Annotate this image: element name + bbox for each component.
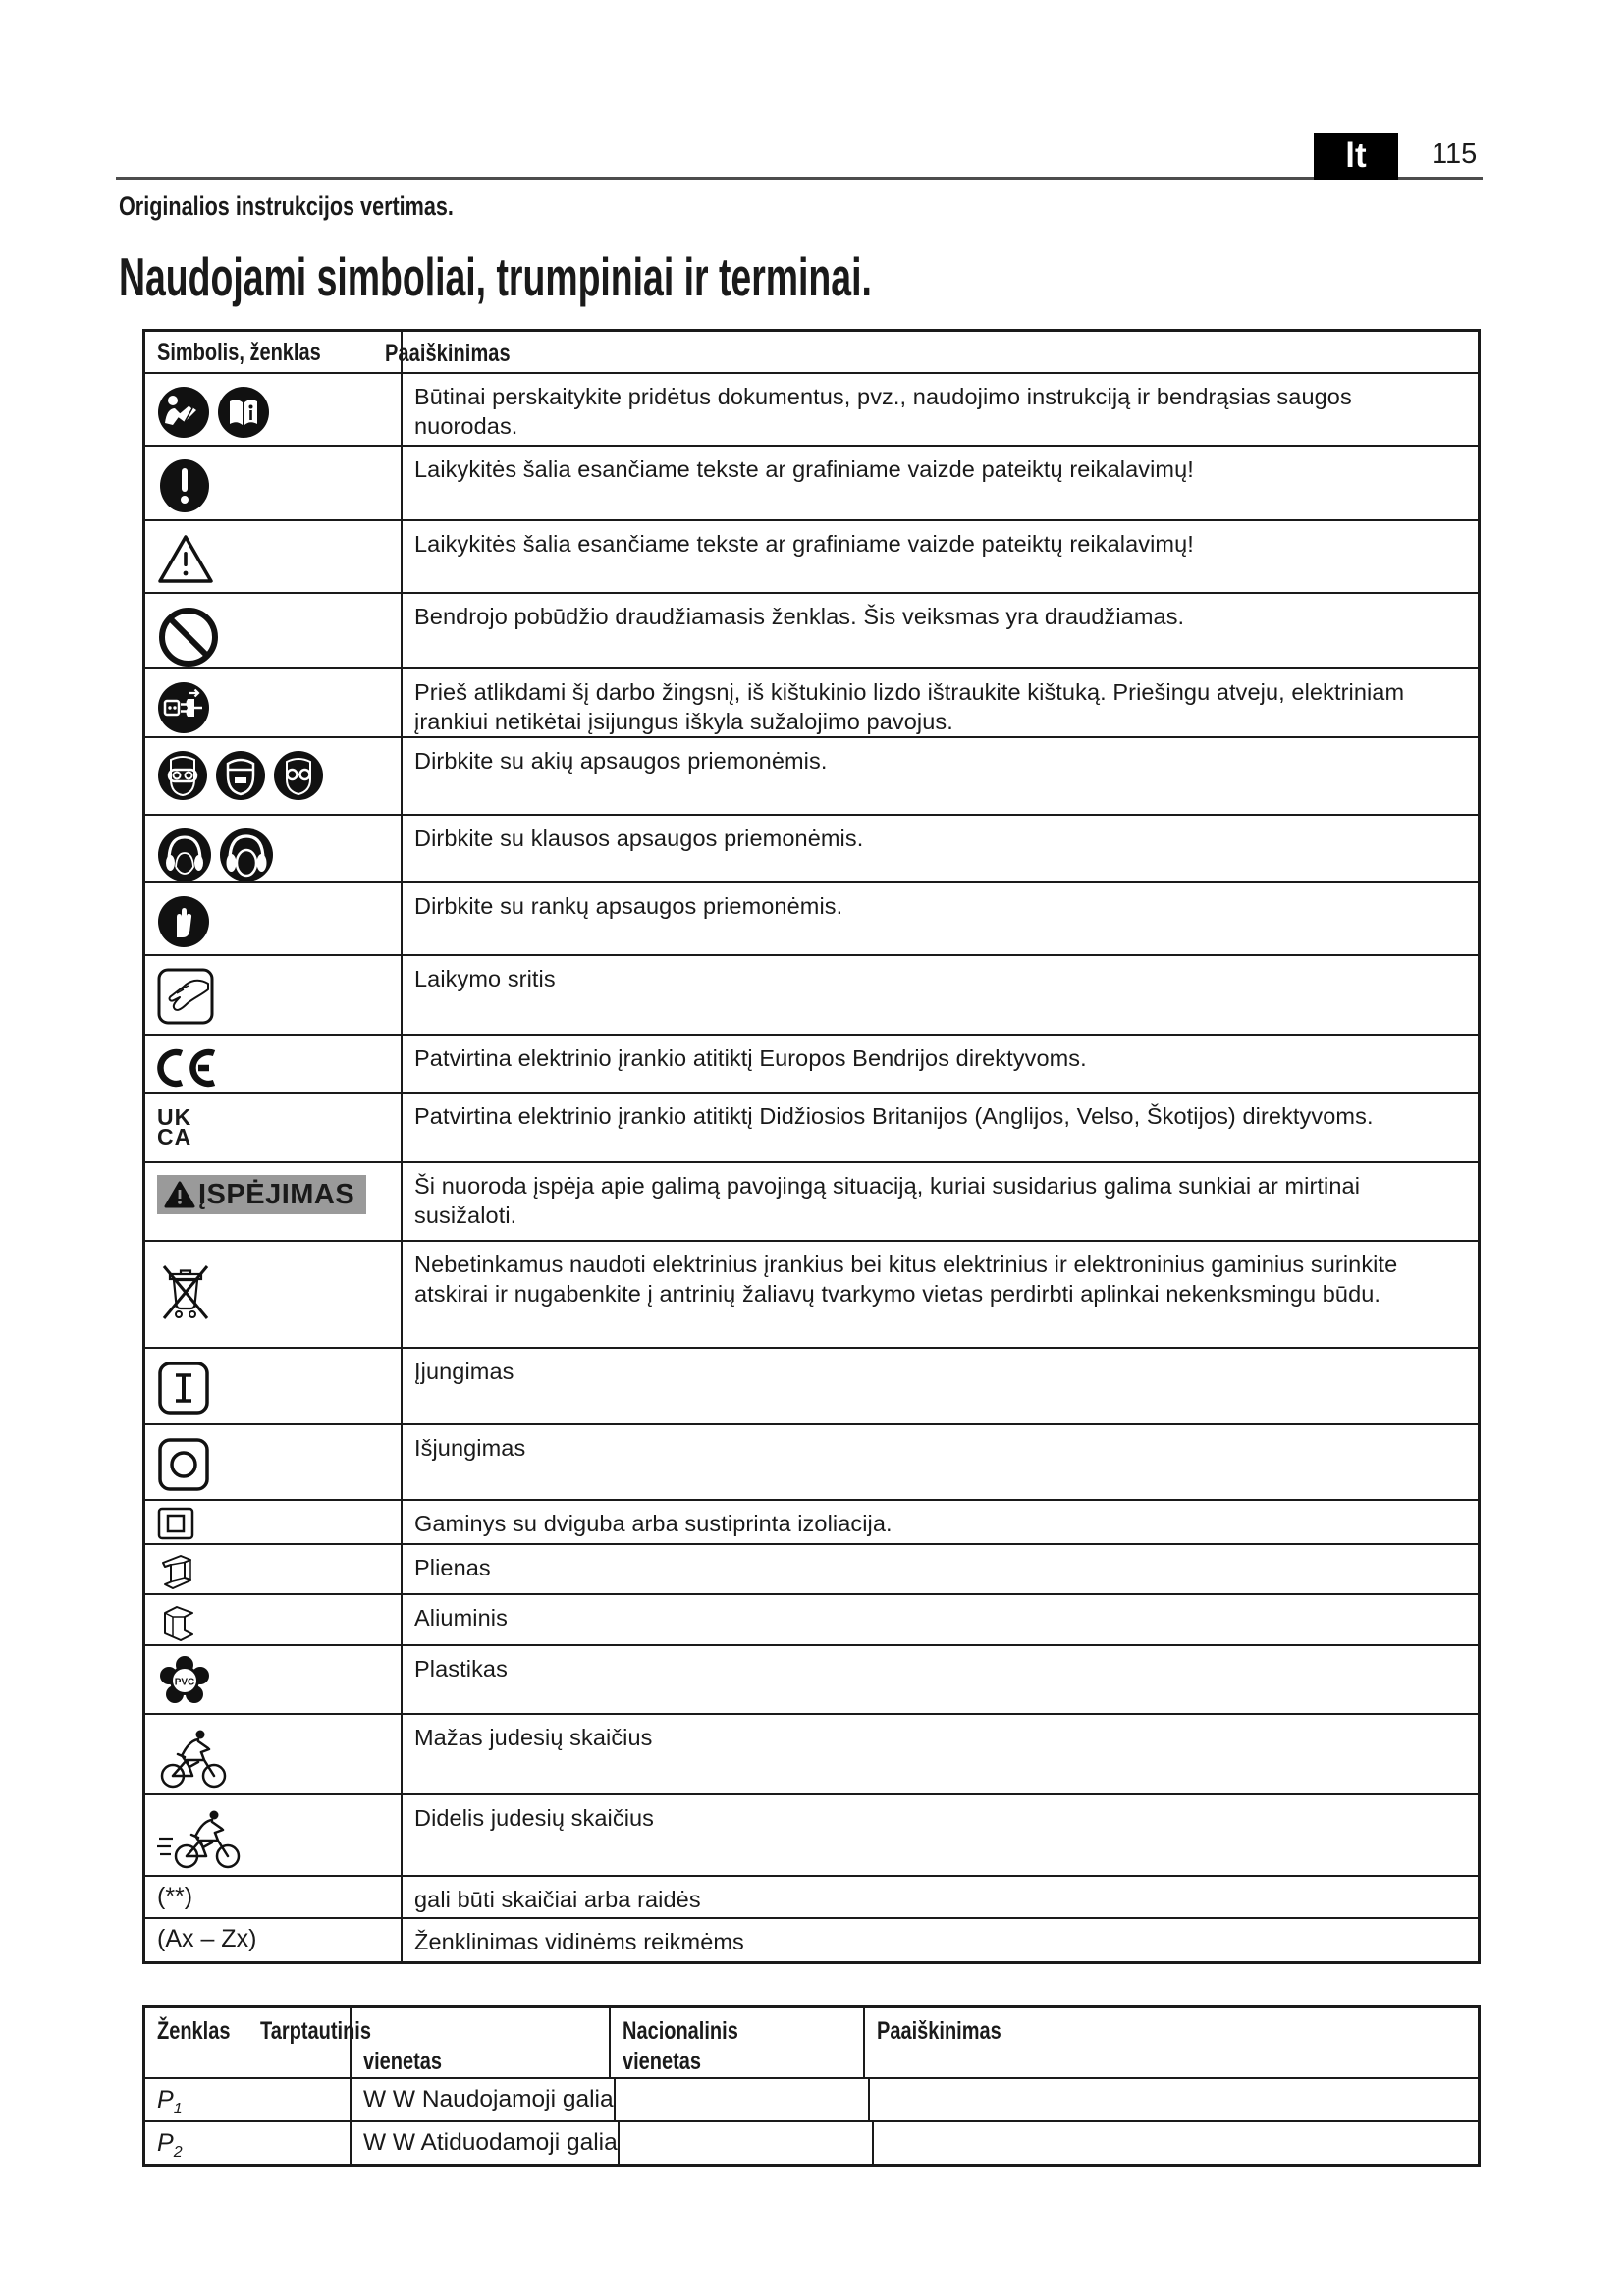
table-row — [145, 667, 1478, 736]
symbol-cell: (**) — [157, 1883, 193, 1910]
explanation-cell: gali būti skaičiai arba raidės — [414, 1887, 701, 1912]
page-number: 115 — [1432, 138, 1478, 170]
explanation-cell — [870, 2079, 1478, 2120]
table-row — [145, 1644, 1478, 1713]
header-symbol: Ženklas — [145, 2008, 352, 2077]
mandatory-exclamation-icon — [157, 458, 212, 513]
grip-area-icon — [157, 968, 214, 1025]
warning-triangle-filled-icon — [164, 1181, 195, 1209]
language-badge-label: lt — [1345, 136, 1367, 175]
explanation-cell: Prieš atlikdami šį darbo žingsnį, iš kištukinio lizdo ištraukite kištuką. Priešingu atveju, elektriniam įrankiui netikėtai įsijungus iškyla sužalojimo pavojus. — [414, 679, 1405, 734]
warning-label-text: ĮSPĖJIMAS — [198, 1178, 355, 1210]
explanation-cell: Laikykitės šalia esančiame tekste ar grafiniame vaizde pateiktų reikalavimų! — [414, 531, 1194, 557]
explanation-cell: Patvirtina elektrinio įrankio atitiktį Europos Bendrijos direktyvoms. — [414, 1045, 1087, 1071]
read-manual-icon — [157, 386, 210, 439]
booklet-info-icon — [217, 386, 270, 439]
language-badge — [1314, 133, 1398, 180]
symbol-cell: (Ax – Zx) — [157, 1925, 257, 1952]
units-table-header — [145, 2008, 1478, 2077]
table-row — [145, 1593, 1478, 1644]
ear-protection-icon — [157, 828, 212, 881]
pvc-plastic-icon — [157, 1652, 212, 1711]
explanation-cell: Nebetinkamus naudoti elektrinius įrankius bei kitus elektrinius ir elektroninius gaminius surinkite atskirai ir nugabenkite į antrinių žaliavų tvarkymo vietas perdirbti aplinkai nekenksmingu būdu. — [414, 1252, 1398, 1307]
table-row — [145, 1423, 1478, 1499]
table-row — [145, 519, 1478, 592]
table-row — [145, 954, 1478, 1034]
header-explanation: Paaiškinimas — [877, 2017, 1001, 2045]
aluminium-icon — [157, 1601, 200, 1644]
table-row — [145, 445, 1478, 519]
pvc-text: PVC — [174, 1677, 195, 1688]
explanation-cell: Įjungimas — [414, 1359, 514, 1384]
value-cell: W W Atiduodamoji galia — [352, 2122, 620, 2164]
symbols-table — [142, 329, 1481, 1964]
table-row — [145, 881, 1478, 954]
table-row — [145, 1347, 1478, 1423]
high-speed-cyclist-icon — [157, 1807, 244, 1870]
goggles-icon — [157, 750, 208, 801]
explanation-cell: Dirbkite su rankų apsaugos priemonėmis. — [414, 893, 843, 919]
value-cell: W W Naudojamoji galia — [352, 2079, 616, 2120]
explanation-cell: Plastikas — [414, 1656, 508, 1682]
table-row — [145, 1034, 1478, 1092]
symbols-table-header — [145, 332, 1478, 372]
explanation-cell: Būtinai perskaitykite pridėtus dokumentus, pvz., naudojimo instrukciją ir bendrąsias saugos nuorodas. — [414, 384, 1352, 439]
explanation-cell: Patvirtina elektrinio įrankio atitiktį Didžiosios Britanijos (Anglijos, Velso, Škotijos) direktyvoms. — [414, 1103, 1374, 1129]
explanation-cell: Ši nuoroda įspėja apie galimą pavojingą situaciją, kuriai susidarius galima sunkiai ar mirtinai susižaloti. — [414, 1173, 1361, 1228]
header-symbol-column — [145, 332, 403, 372]
table-row — [145, 1161, 1478, 1240]
unit-row — [145, 2120, 1478, 2164]
explanation-cell: Išjungimas — [414, 1435, 526, 1461]
warning-triangle-icon — [157, 533, 214, 586]
low-speed-cyclist-icon — [157, 1727, 230, 1789]
header-international-unit: Tarptautinis vienetas — [352, 2008, 611, 2077]
header-rule — [116, 177, 1483, 180]
prohibition-icon — [157, 606, 220, 667]
explanation-cell: Gaminys su dviguba arba sustiprinta izoliacija. — [414, 1511, 893, 1536]
safety-glasses-icon — [273, 750, 324, 801]
explanation-cell: Laikymo sritis — [414, 966, 556, 991]
page-title: Naudojami simboliai, trumpiniai ir terminai. — [119, 246, 872, 307]
symbol-cell: $P_1$ — [145, 2079, 352, 2120]
table-row — [145, 814, 1478, 881]
warning-label-icon — [157, 1175, 366, 1214]
table-row — [145, 1917, 1478, 1961]
symbol-cell: $P_2$ — [145, 2122, 352, 2164]
header-explanation-label: Paaiškinimas — [385, 340, 511, 367]
subtitle: Originalios instrukcijos vertimas. — [119, 191, 454, 221]
table-row — [145, 1092, 1478, 1161]
table-row — [145, 1713, 1478, 1793]
hand-protection-icon — [157, 895, 210, 948]
ukca-mark-icon: UK CA — [157, 1104, 192, 1149]
power-on-icon — [157, 1361, 210, 1415]
units-table — [142, 2005, 1481, 2167]
ear-muffs-icon — [219, 828, 274, 881]
table-row — [145, 1875, 1478, 1917]
ce-mark-icon — [157, 1047, 218, 1089]
table-row — [145, 736, 1478, 814]
explanation-cell: Didelis judesių skaičius — [414, 1805, 655, 1831]
explanation-cell: Laikykitės šalia esančiame tekste ar grafiniame vaizde pateiktų reikalavimų! — [414, 456, 1194, 482]
double-insulation-icon — [157, 1507, 194, 1540]
explanation-cell: Mažas judesių skaičius — [414, 1725, 653, 1750]
explanation-cell: Aliuminis — [414, 1605, 508, 1630]
table-row — [145, 1543, 1478, 1593]
power-off-icon — [157, 1437, 210, 1492]
table-row — [145, 1240, 1478, 1347]
explanation-cell: Dirbkite su akių apsaugos priemonėmis. — [414, 748, 828, 774]
national-unit-cell — [616, 2079, 870, 2120]
table-row — [145, 592, 1478, 667]
header-symbol-label: Simbolis, ženklas — [157, 339, 321, 366]
explanation-cell: Plienas — [414, 1555, 491, 1580]
unplug-icon — [157, 681, 210, 734]
explanation-cell — [874, 2122, 1478, 2164]
face-shield-icon — [215, 750, 266, 801]
table-row — [145, 1793, 1478, 1875]
header-explanation-column — [385, 332, 1478, 372]
header-national-unit: Nacionalinis vienetas — [611, 2008, 865, 2077]
weee-bin-icon — [157, 1254, 214, 1322]
explanation-cell: Dirbkite su klausos apsaugos priemonėmis. — [414, 826, 864, 851]
national-unit-cell — [620, 2122, 874, 2164]
explanation-cell: Bendrojo pobūdžio draudžiamasis ženklas. Šis veiksmas yra draudžiamas. — [414, 604, 1185, 629]
explanation-cell: Ženklinimas vidinėms reikmėms — [414, 1929, 744, 1954]
unit-row — [145, 2077, 1478, 2120]
steel-icon — [157, 1551, 204, 1593]
table-row — [145, 372, 1478, 445]
table-row — [145, 1499, 1478, 1543]
